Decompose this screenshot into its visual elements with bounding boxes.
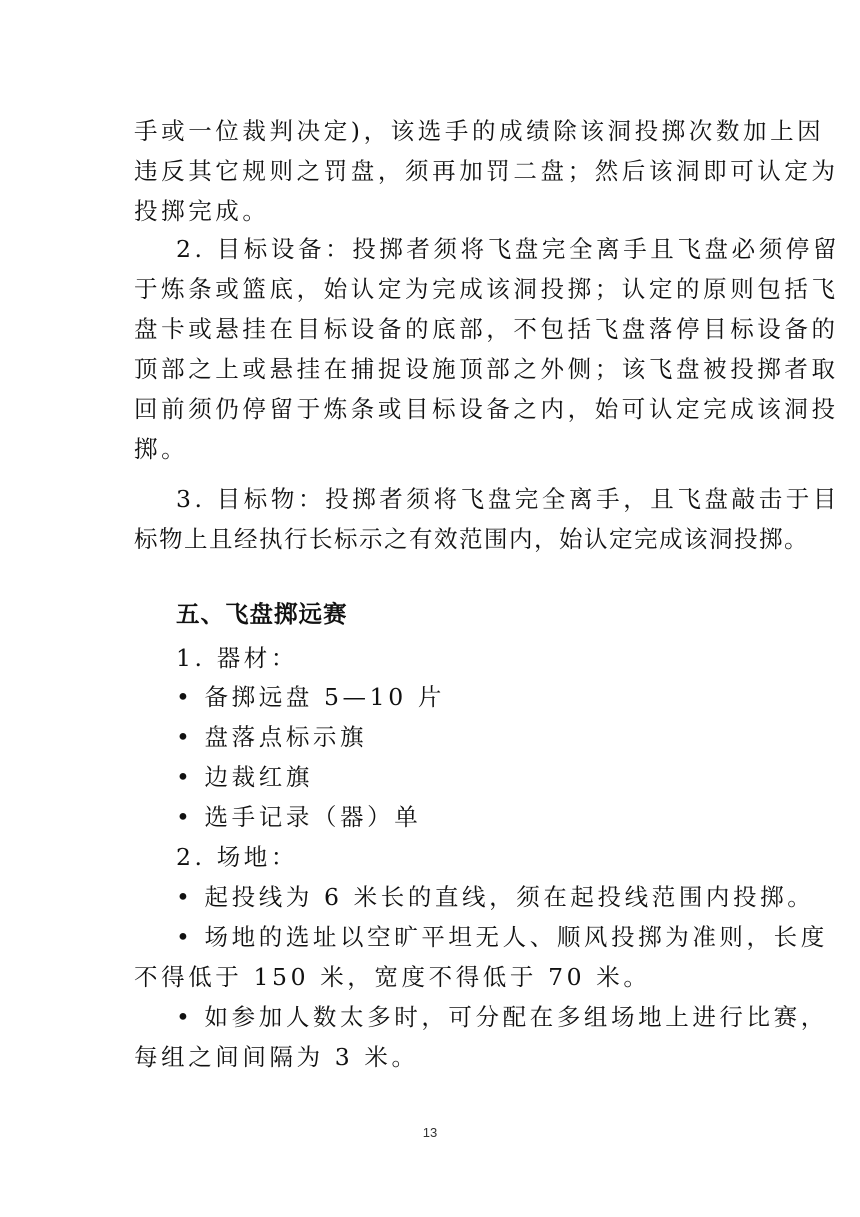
paragraph-line: 掷。 xyxy=(134,435,189,463)
list-item: • 选手记录（器）单 xyxy=(176,803,422,831)
paragraph-line: 标物上且经执行长标示之有效范围内，始认定完成该洞投掷。 xyxy=(134,525,809,553)
paragraph-line: 回前须仍停留于炼条或目标设备之内，始可认定完成该洞投 xyxy=(134,395,839,423)
page-number: 13 xyxy=(422,1125,438,1140)
paragraph-line: 盘卡或悬挂在目标设备的底部，不包括飞盘落停目标设备的 xyxy=(134,315,839,343)
paragraph-line: 投掷完成。 xyxy=(134,197,270,225)
list-item-continuation: 每组之间间隔为 3 米。 xyxy=(134,1043,419,1071)
paragraph-line: 手或一位裁判决定)，该选手的成绩除该洞投掷次数加上因 xyxy=(134,117,825,145)
paragraph-line: 于炼条或篮底，始认定为完成该洞投掷；认定的原则包括飞 xyxy=(134,275,839,303)
list-item: • 备掷远盘 5—10 片 xyxy=(176,683,445,711)
list-item: • 边裁红旗 xyxy=(176,763,313,791)
list-heading: 1. 器材： xyxy=(176,644,298,672)
list-item: • 盘落点标示旗 xyxy=(176,723,368,751)
paragraph-line: 顶部之上或悬挂在捕捉设施顶部之外侧；该飞盘被投掷者取 xyxy=(134,355,839,383)
list-item: • 场地的选址以空旷平坦无人、顺风投掷为准则，长度 xyxy=(176,923,828,951)
paragraph-line: 违反其它规则之罚盘，须再加罚二盘；然后该洞即可认定为 xyxy=(134,157,839,185)
list-item: • 起投线为 6 米长的直线，须在起投线范围内投掷。 xyxy=(176,883,815,911)
list-heading: 2. 场地： xyxy=(176,843,298,871)
section-heading: 五、飞盘掷远赛 xyxy=(176,600,348,628)
list-item: • 如参加人数太多时，可分配在多组场地上进行比赛， xyxy=(176,1003,828,1031)
list-item-continuation: 不得低于 150 米，宽度不得低于 70 米。 xyxy=(134,963,651,991)
paragraph-line: 3. 目标物：投掷者须将飞盘完全离手，且飞盘敲击于目 xyxy=(176,485,840,513)
paragraph-line: 2. 目标设备：投掷者须将飞盘完全离手且飞盘必须停留 xyxy=(176,235,840,263)
